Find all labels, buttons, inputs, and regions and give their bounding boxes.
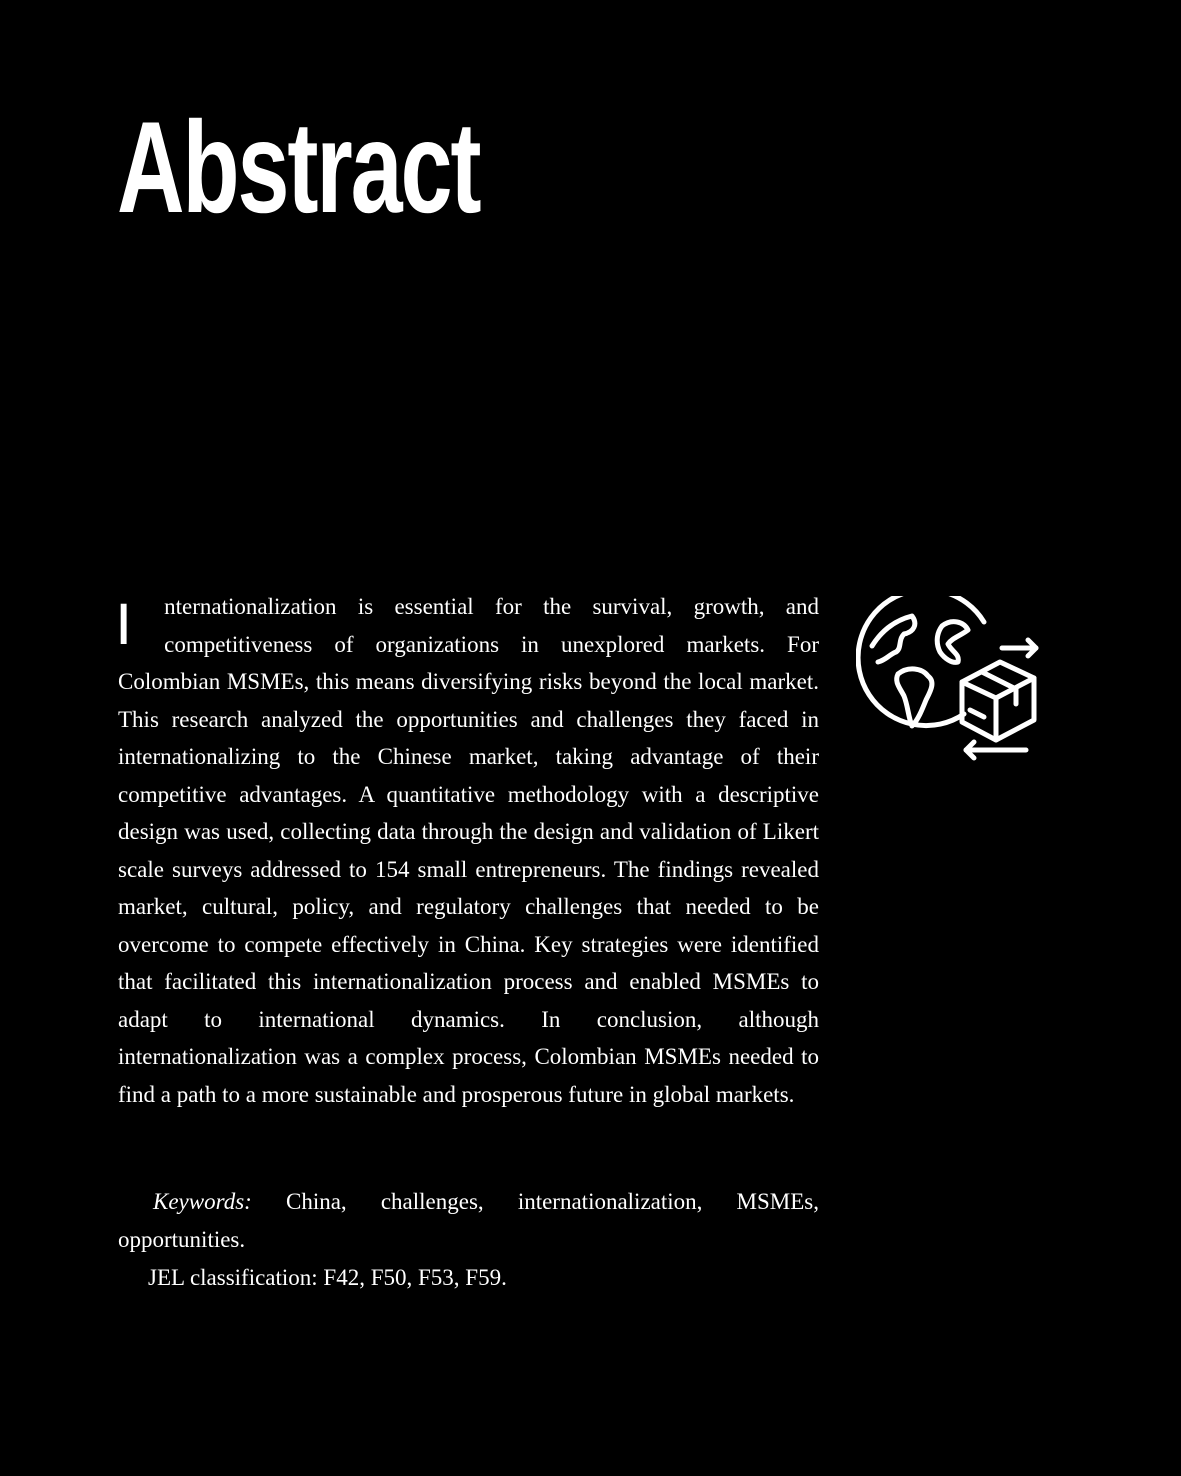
page-title: Abstract	[117, 94, 480, 240]
keywords-label: Keywords:	[153, 1189, 252, 1214]
abstract-paragraph	[118, 588, 819, 1113]
box-label	[970, 710, 984, 717]
keywords	[118, 1183, 819, 1258]
abstract-text: nternationalization is essential for the survival, growth, and competitiveness of organizations in unexplored markets. For Colombian MSMEs, this means diversifying risks beyond the local market. This research analyzed the opportunities and challenges they faced in internationalizing to the Chinese market, taking advantage of their competitive advantages. A quantitative methodology with a descriptive design was used, collecting data through the design and validation of Likert scale surveys addressed to 154 small entrepreneurs. The findings revealed market, cultural, policy, and regulatory challenges that needed to be overcome to compete effectively in China. Key strategies were identified that facilitated this internationalization process and enabled MSMEs to adapt to international dynamics. In conclusion, although internationalization was a complex process, Colombian MSMEs needed to find a path to a more sustainable and prosperous future in global markets.	[118, 594, 819, 1107]
jel-classification: JEL classification: F42, F50, F53, F59.	[148, 1265, 507, 1290]
continent-south	[897, 669, 932, 726]
drop-cap: I	[118, 592, 130, 657]
globe-shipping-box-icon	[856, 596, 1046, 766]
continent-east	[937, 622, 968, 663]
keywords-text: China, challenges, internationalization, MSMEs, opportunities.	[118, 1189, 819, 1252]
continent-north	[872, 616, 915, 662]
